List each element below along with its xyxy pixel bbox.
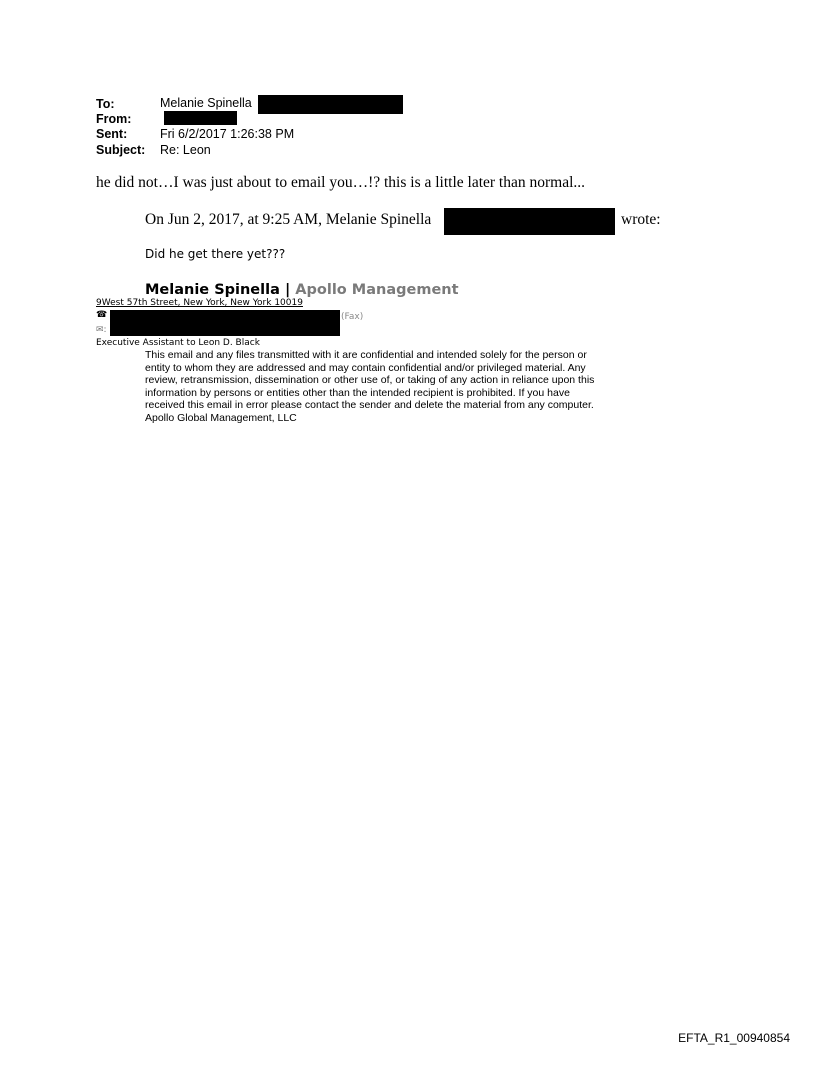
signature-title: Executive Assistant to Leon D. Black xyxy=(96,338,260,348)
signature-fax-label: (Fax) xyxy=(341,312,364,322)
to-label: To: xyxy=(96,97,115,111)
signature-name: Melanie Spinella xyxy=(145,282,280,298)
document-id: EFTA_R1_00940854 xyxy=(678,1031,790,1045)
signature-line xyxy=(145,282,459,298)
mail-colon: : xyxy=(103,325,107,335)
disclaimer-line: Apollo Global Management, LLC xyxy=(145,411,297,424)
quote-attribution-prefix: On Jun 2, 2017, at 9:25 AM, Melanie Spinella xyxy=(145,211,432,228)
sent-value: Fri 6/2/2017 1:26:38 PM xyxy=(160,127,295,141)
disclaimer-line: entity to whom they are addressed and may contain confidential and/or privileged material. Any xyxy=(145,361,586,374)
redaction-to-email xyxy=(258,95,403,114)
quoted-message: Did he get there yet??? xyxy=(145,247,286,261)
signature-phone-row xyxy=(96,310,107,320)
to-value: Melanie Spinella xyxy=(160,96,252,110)
confidentiality-disclaimer xyxy=(145,349,675,425)
disclaimer-line: This email and any files transmitted with it are confidential and intended solely for the person or xyxy=(145,349,587,361)
disclaimer-line: information by persons or entities other than the intended recipient is prohibited. If you have xyxy=(145,386,570,399)
redaction-phone xyxy=(110,310,340,336)
redaction-quote-email xyxy=(444,208,615,235)
disclaimer-line: review, retransmission, dissemination or other use of, or taking of any action in reliance upon this xyxy=(145,374,595,387)
signature-separator: | xyxy=(284,282,291,298)
quote-attribution-suffix: wrote: xyxy=(621,211,661,228)
subject-label: Subject: xyxy=(96,143,146,157)
subject-value: Re: Leon xyxy=(160,143,211,157)
signature-company: Apollo Management xyxy=(295,282,459,298)
phone-icon: ☎ xyxy=(96,310,108,320)
reply-body-text: he did not…I was just about to email you…!? this is a little later than normal... xyxy=(96,174,586,191)
signature-mail-row xyxy=(96,325,107,335)
mail-icon: ✉ xyxy=(96,325,104,335)
from-label: From: xyxy=(96,112,132,126)
signature-address: 9West 57th Street, New York, New York 10019 xyxy=(96,298,303,308)
sent-label: Sent: xyxy=(96,127,128,141)
redaction-from xyxy=(164,111,237,125)
disclaimer-line: received this email in error please contact the sender and delete the material from any computer. xyxy=(145,399,594,412)
